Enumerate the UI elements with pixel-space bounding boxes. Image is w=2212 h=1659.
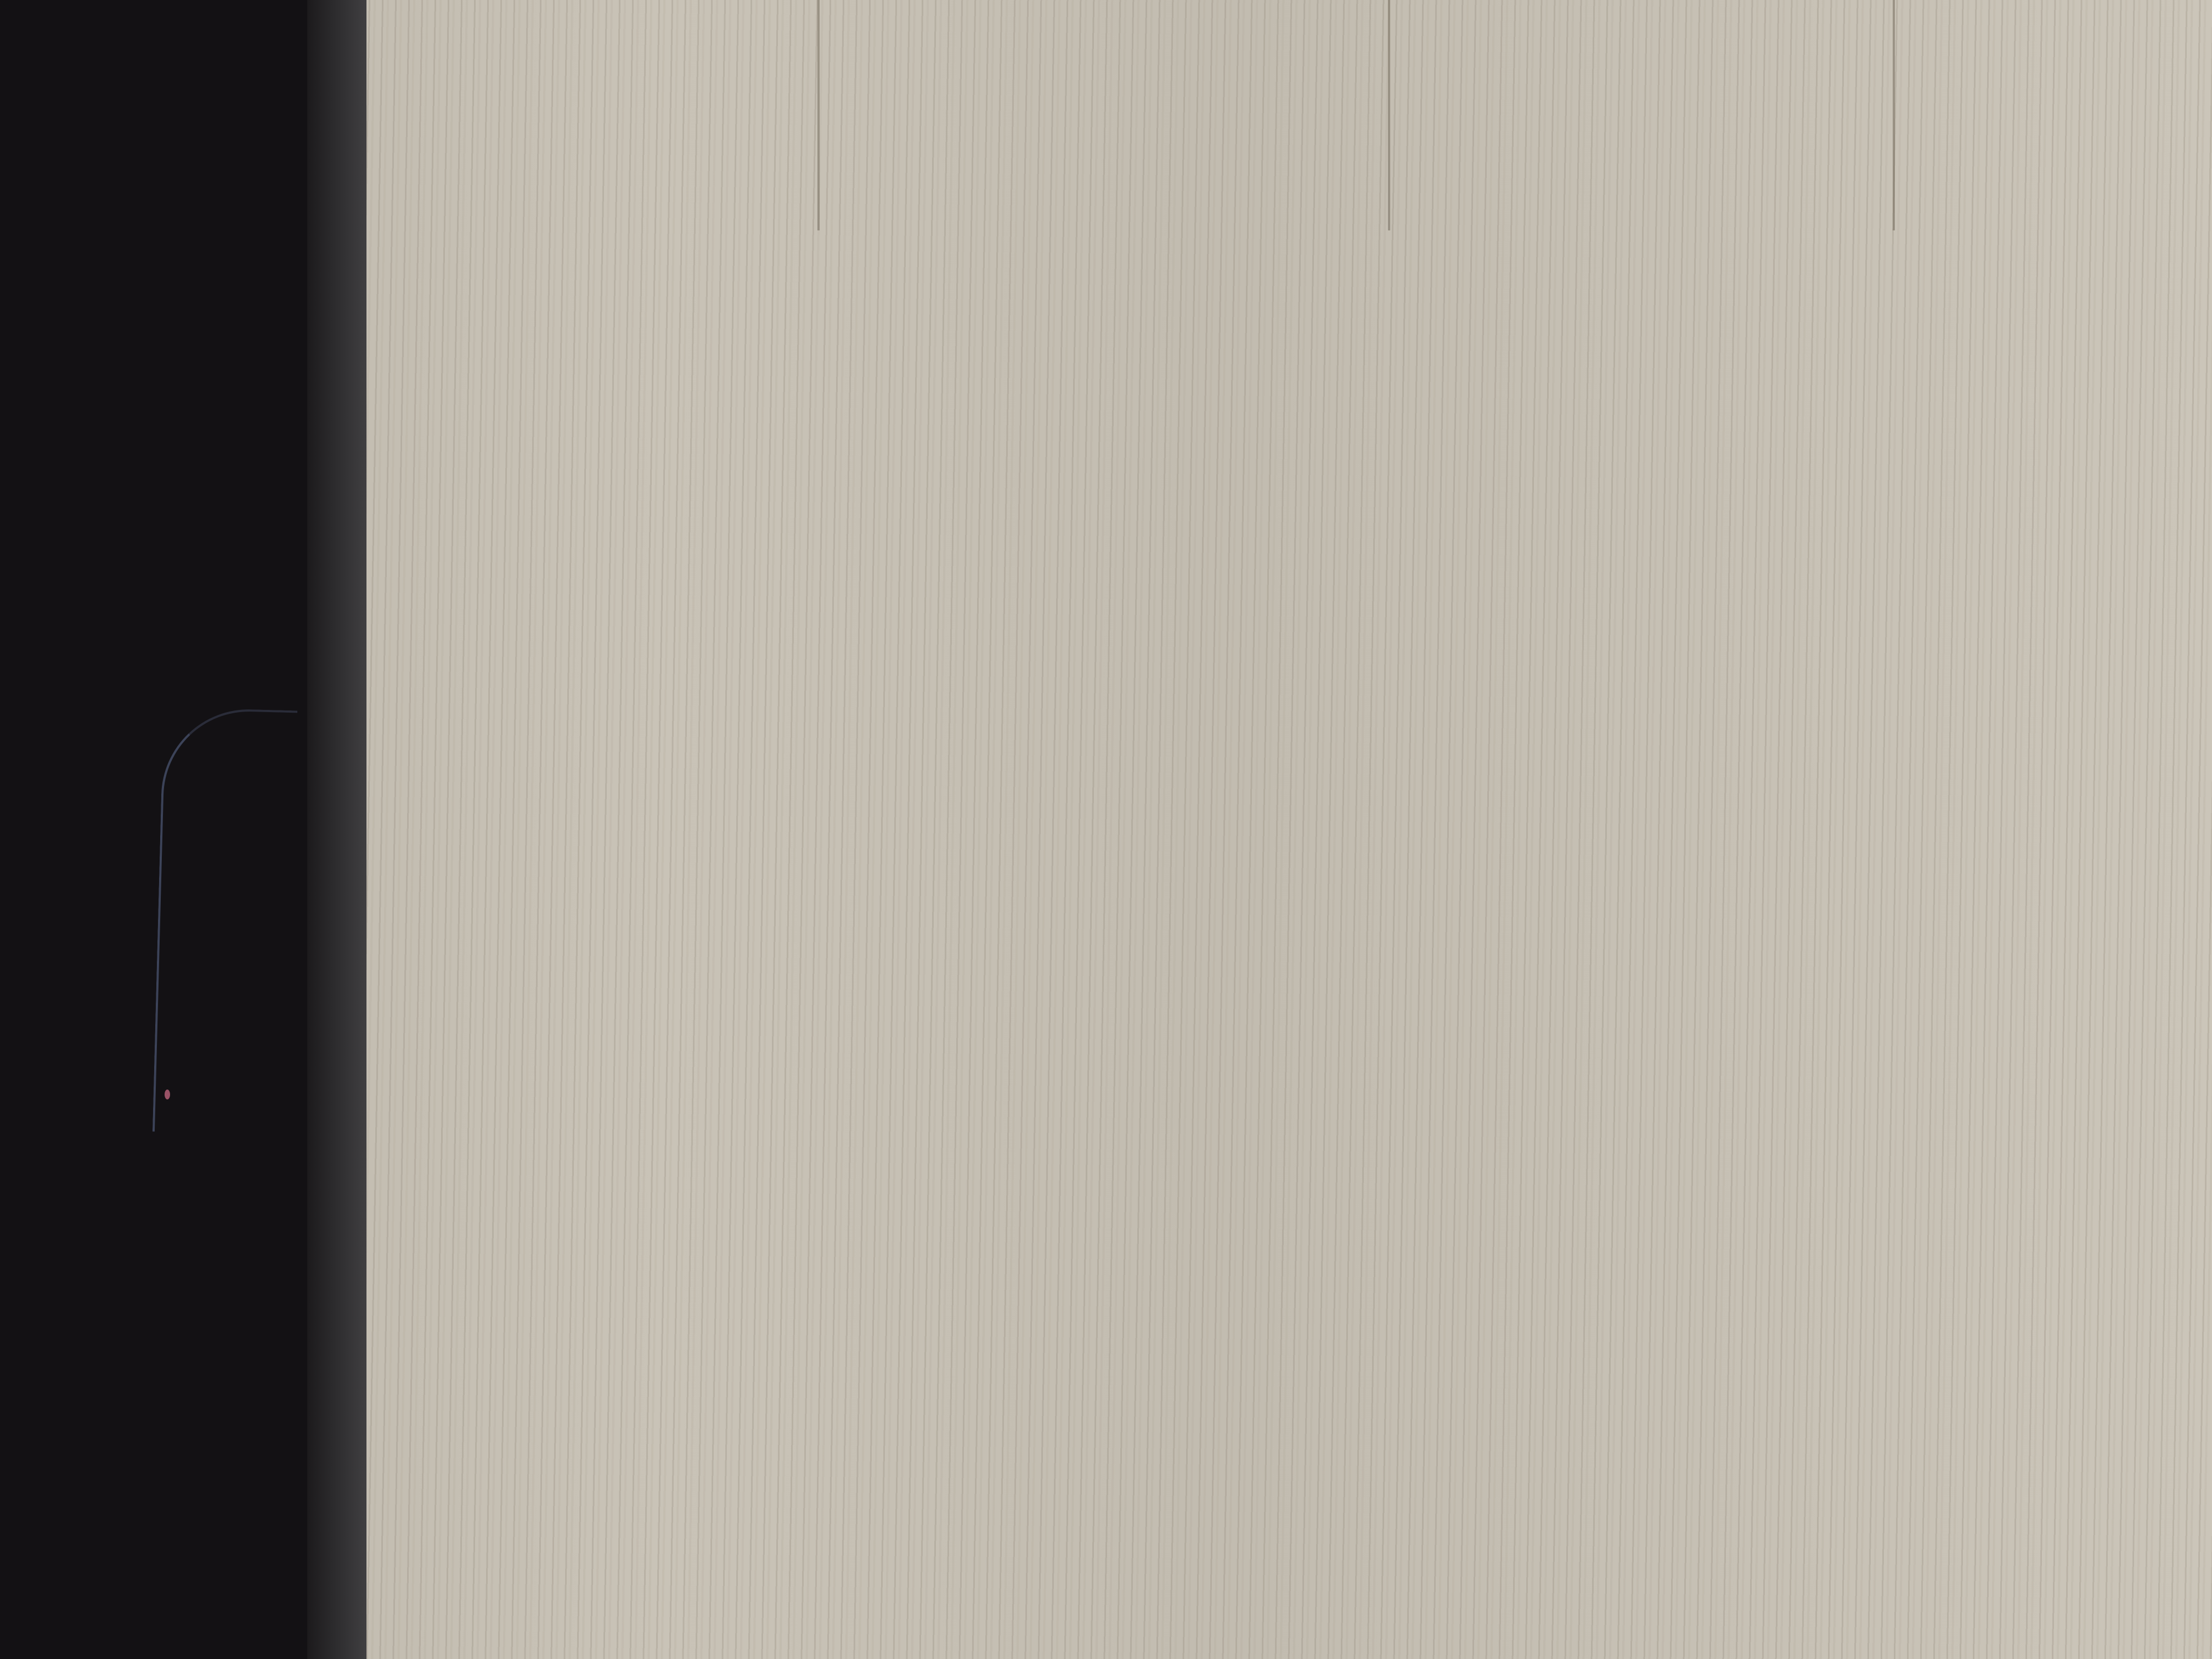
wood-plank-seam xyxy=(817,0,820,230)
device-corner-seam xyxy=(153,707,297,1135)
wood-plank-seam xyxy=(1893,0,1895,230)
wood-plank-seam xyxy=(1388,0,1390,230)
purple-object-top xyxy=(319,0,578,65)
dark-object-edge xyxy=(307,0,366,1659)
pink-reflection-dot xyxy=(165,1090,170,1099)
